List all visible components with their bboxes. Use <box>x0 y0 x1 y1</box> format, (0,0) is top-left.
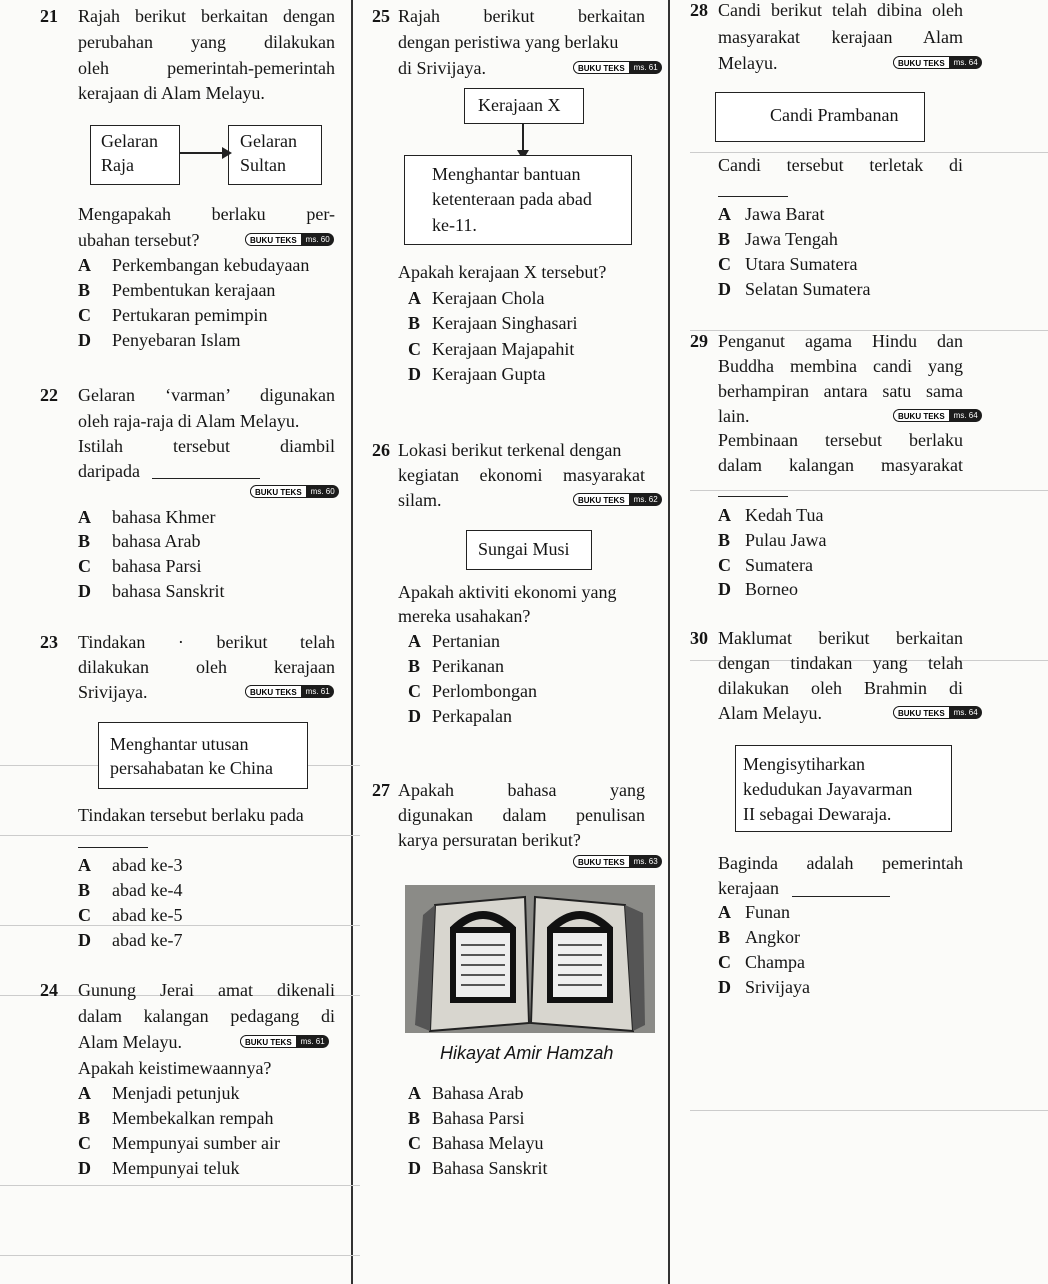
question-text: mereka usahakan? <box>398 606 531 626</box>
option-text[interactable]: Borneo <box>745 579 798 599</box>
option-letter[interactable]: D <box>78 930 91 950</box>
question-number: 24 <box>40 980 58 1000</box>
textbook-page-badge <box>240 1035 329 1048</box>
option-text[interactable]: Kerajaan Singhasari <box>432 313 578 333</box>
textbook-page-badge <box>573 61 662 74</box>
monument-box-text: Candi Prambanan <box>770 105 899 125</box>
option-text[interactable]: Pertanian <box>432 631 500 651</box>
option-letter[interactable]: D <box>78 1158 91 1178</box>
textbook-page-badge <box>893 56 982 69</box>
option-letter[interactable]: C <box>78 1133 91 1153</box>
textbook-page-badge <box>893 706 982 719</box>
option-text[interactable]: Mempunyai sumber air <box>112 1133 280 1153</box>
option-letter[interactable]: C <box>718 254 731 274</box>
option-letter[interactable]: D <box>408 706 421 726</box>
bleed-through-line <box>690 490 1048 491</box>
question-stem: daripada <box>78 461 140 481</box>
question-stem: dalam kalangan pedagang di <box>78 1006 335 1026</box>
question-text: Pembinaan tersebut berlaku <box>718 430 963 450</box>
bleed-through-line <box>0 835 360 836</box>
question-stem: masyarakat kerajaan Alam <box>718 27 963 47</box>
question-number: 23 <box>40 632 58 652</box>
option-text[interactable]: Bahasa Arab <box>432 1083 524 1103</box>
option-letter[interactable]: B <box>78 1108 91 1128</box>
option-letter[interactable]: B <box>78 531 91 551</box>
option-letter[interactable]: C <box>78 905 91 925</box>
question-stem: kegiatan ekonomi masyarakat <box>398 465 645 485</box>
info-box-text: persahabatan ke China <box>110 758 273 778</box>
arrow-icon <box>180 152 224 154</box>
badge-page: ms. 60 <box>310 487 335 496</box>
arrow-icon <box>522 124 524 152</box>
question-stem: Apakah bahasa yang <box>398 780 645 800</box>
option-text[interactable]: Kerajaan Chola <box>432 288 545 308</box>
question-text: Tindakan tersebut berlaku pada <box>78 805 304 825</box>
question-stem: Gunung Jerai amat dikenali <box>78 980 335 1000</box>
arrow-head-icon <box>222 147 232 159</box>
badge-label: BUKU TEKS <box>245 685 302 698</box>
question-stem: Candi berikut telah dibina oleh <box>718 0 963 20</box>
question-text: Apakah aktiviti ekonomi yang <box>398 582 617 602</box>
bleed-through-line <box>0 1185 360 1186</box>
question-text: ubahan tersebut? <box>78 230 200 250</box>
badge-page: ms. 60 <box>305 235 330 244</box>
option-letter[interactable]: A <box>408 631 421 651</box>
question-stem: lain. <box>718 406 750 426</box>
question-number: 21 <box>40 6 58 26</box>
option-text[interactable]: Pulau Jawa <box>745 530 827 550</box>
info-box-text: Menghantar utusan <box>110 734 249 754</box>
badge-page: ms. 61 <box>300 1037 325 1046</box>
badge-page: ms. 63 <box>633 857 658 866</box>
option-text[interactable]: Pembentukan kerajaan <box>112 280 276 300</box>
textbook-page-badge <box>893 409 982 422</box>
option-text[interactable]: Bahasa Sanskrit <box>432 1158 548 1178</box>
badge-page: ms. 64 <box>953 411 978 420</box>
question-number: 22 <box>40 385 58 405</box>
option-text[interactable]: Selatan Sumatera <box>745 279 871 299</box>
option-letter[interactable]: A <box>718 204 731 224</box>
option-letter[interactable]: B <box>78 280 91 300</box>
option-letter[interactable]: C <box>718 555 731 575</box>
badge-page: ms. 61 <box>305 687 330 696</box>
question-stem: Rajah berikut berkaitan <box>398 6 645 26</box>
option-letter[interactable]: D <box>78 581 91 601</box>
badge-page: ms. 64 <box>953 708 978 717</box>
option-letter[interactable]: D <box>408 1158 421 1178</box>
option-text[interactable]: Perkapalan <box>432 706 512 726</box>
question-stem: Tindakan · berikut telah <box>78 632 335 652</box>
answer-blank <box>718 196 788 197</box>
option-letter[interactable]: A <box>78 855 91 875</box>
bleed-through-line <box>0 1255 360 1256</box>
option-text[interactable]: Membekalkan rempah <box>112 1108 274 1128</box>
option-letter[interactable]: C <box>408 339 421 359</box>
option-text[interactable]: Mempunyai teluk <box>112 1158 240 1178</box>
question-stem: Maklumat berikut berkaitan <box>718 628 963 648</box>
question-number: 30 <box>690 628 708 648</box>
question-number: 28 <box>690 0 708 20</box>
question-stem: oleh raja-raja di Alam Melayu. <box>78 411 300 431</box>
option-text[interactable]: Srivijaya <box>745 977 810 997</box>
diagram-box-text: Gelaran <box>101 131 158 151</box>
option-letter[interactable]: B <box>408 656 421 676</box>
option-letter[interactable]: D <box>718 977 731 997</box>
option-text[interactable]: Perkembangan kebudayaan <box>112 255 310 275</box>
diagram-box-text: ke-11. <box>432 215 477 235</box>
badge-page: ms. 61 <box>633 63 658 72</box>
question-stem: Istilah tersebut diambil <box>78 436 335 456</box>
badge-label: BUKU TEKS <box>573 493 630 506</box>
question-text: Baginda adalah pemerintah <box>718 853 963 873</box>
option-text[interactable]: Kerajaan Gupta <box>432 364 546 384</box>
question-stem: dengan peristiwa yang berlaku <box>398 32 619 52</box>
option-letter[interactable]: C <box>718 952 731 972</box>
option-letter[interactable]: A <box>718 505 731 525</box>
question-stem: silam. <box>398 490 442 510</box>
option-text[interactable]: abad ke-5 <box>112 905 183 925</box>
option-letter[interactable]: A <box>78 507 91 527</box>
option-letter[interactable]: A <box>408 288 421 308</box>
option-letter[interactable]: B <box>718 229 731 249</box>
question-text: Candi tersebut terletak di <box>718 155 963 175</box>
badge-page: ms. 62 <box>633 495 658 504</box>
option-letter[interactable]: A <box>78 255 91 275</box>
question-stem: Rajah berikut berkaitan dengan <box>78 6 335 26</box>
textbook-page-badge <box>573 855 662 868</box>
question-stem: Alam Melayu. <box>78 1032 182 1052</box>
column-divider <box>351 0 353 1284</box>
badge-label: BUKU TEKS <box>250 485 307 498</box>
option-letter[interactable]: B <box>718 530 731 550</box>
diagram-box-text: Gelaran <box>240 131 297 151</box>
option-text[interactable]: abad ke-4 <box>112 880 183 900</box>
option-letter[interactable]: D <box>718 279 731 299</box>
diagram-box-text: Menghantar bantuan <box>432 164 581 184</box>
diagram-box-text: Sultan <box>240 155 287 175</box>
badge-label: BUKU TEKS <box>893 409 950 422</box>
question-text: dalam kalangan masyarakat <box>718 455 963 475</box>
textbook-page-badge <box>245 685 334 698</box>
badge-label: BUKU TEKS <box>573 61 630 74</box>
option-text[interactable]: bahasa Khmer <box>112 507 216 527</box>
option-letter[interactable]: D <box>718 579 731 599</box>
option-text[interactable]: Perlombongan <box>432 681 537 701</box>
option-letter[interactable]: A <box>78 1083 91 1103</box>
question-stem: oleh pemerintah-pemerintah <box>78 58 335 78</box>
option-text[interactable]: Kedah Tua <box>745 505 824 525</box>
question-text: Mengapakah berlaku per- <box>78 204 335 224</box>
option-text[interactable]: Utara Sumatera <box>745 254 858 274</box>
option-letter[interactable]: A <box>718 902 731 922</box>
option-text[interactable]: abad ke-7 <box>112 930 183 950</box>
option-text[interactable]: Penyebaran Islam <box>112 330 241 350</box>
badge-label: BUKU TEKS <box>893 706 950 719</box>
question-stem: digunakan dalam penulisan <box>398 805 645 825</box>
option-letter[interactable]: A <box>408 1083 421 1103</box>
option-text[interactable]: Menjadi petunjuk <box>112 1083 240 1103</box>
question-stem: dilakukan oleh Brahmin di <box>718 678 963 698</box>
answer-blank <box>792 896 890 897</box>
answer-blank <box>152 478 260 479</box>
option-text[interactable]: Bahasa Melayu <box>432 1133 544 1153</box>
question-stem: dilakukan oleh kerajaan <box>78 657 335 677</box>
textbook-page-badge <box>245 233 334 246</box>
textbook-page-badge <box>250 485 339 498</box>
question-stem: perubahan yang dilakukan <box>78 32 335 52</box>
question-stem: kerajaan di Alam Melayu. <box>78 83 265 103</box>
info-box-text: Mengisytiharkan <box>743 754 865 774</box>
option-letter[interactable]: B <box>78 880 91 900</box>
badge-label: BUKU TEKS <box>245 233 302 246</box>
option-letter[interactable]: B <box>718 927 731 947</box>
diagram-box-text: Raja <box>101 155 134 175</box>
option-letter[interactable]: D <box>78 330 91 350</box>
answer-blank <box>78 847 148 848</box>
question-stem: Srivijaya. <box>78 682 148 702</box>
option-text[interactable]: bahasa Parsi <box>112 556 202 576</box>
question-stem: Buddha membina candi yang <box>718 356 963 376</box>
answer-blank <box>718 496 788 497</box>
question-stem: Penganut agama Hindu dan <box>718 331 963 351</box>
option-text[interactable]: Funan <box>745 902 790 922</box>
badge-label: BUKU TEKS <box>573 855 630 868</box>
option-letter[interactable]: C <box>408 1133 421 1153</box>
option-letter[interactable]: C <box>408 681 421 701</box>
question-text: Apakah kerajaan X tersebut? <box>398 262 607 282</box>
option-letter[interactable]: D <box>408 364 421 384</box>
option-text[interactable]: Bahasa Parsi <box>432 1108 525 1128</box>
badge-label: BUKU TEKS <box>240 1035 297 1048</box>
option-text[interactable]: Angkor <box>745 927 800 947</box>
bleed-through-line <box>690 1110 1048 1111</box>
manuscript-image <box>405 885 655 1033</box>
question-stem: di Srivijaya. <box>398 58 486 78</box>
question-stem: Gelaran ‘varman’ digunakan <box>78 385 335 405</box>
question-number: 25 <box>372 6 390 26</box>
badge-page: ms. 64 <box>953 58 978 67</box>
column-divider <box>668 0 670 1284</box>
option-letter[interactable]: C <box>78 305 91 325</box>
question-number: 26 <box>372 440 390 460</box>
diagram-box-text: Kerajaan X <box>478 95 561 115</box>
option-text[interactable]: Champa <box>745 952 805 972</box>
option-text[interactable]: Pertukaran pemimpin <box>112 305 268 325</box>
location-box-text: Sungai Musi <box>478 539 570 559</box>
option-text[interactable]: Jawa Tengah <box>745 229 838 249</box>
option-letter[interactable]: B <box>408 313 421 333</box>
option-text[interactable]: Sumatera <box>745 555 813 575</box>
option-text[interactable]: Kerajaan Majapahit <box>432 339 575 359</box>
question-number: 29 <box>690 331 708 351</box>
question-stem: Lokasi berikut terkenal dengan <box>398 440 622 460</box>
info-box-text: kedudukan Jayavarman <box>743 779 913 799</box>
option-text[interactable]: Jawa Barat <box>745 204 825 224</box>
image-caption: Hikayat Amir Hamzah <box>440 1043 614 1063</box>
option-text[interactable]: bahasa Sanskrit <box>112 581 225 601</box>
question-stem: Alam Melayu. <box>718 703 822 723</box>
info-box-text: II sebagai Dewaraja. <box>743 804 892 824</box>
badge-label: BUKU TEKS <box>893 56 950 69</box>
question-number: 27 <box>372 780 390 800</box>
option-letter[interactable]: C <box>78 556 91 576</box>
option-text[interactable]: abad ke-3 <box>112 855 183 875</box>
question-stem: berhampiran antara satu sama <box>718 381 963 401</box>
option-text[interactable]: bahasa Arab <box>112 531 201 551</box>
question-stem: Melayu. <box>718 53 778 73</box>
question-text: Apakah keistimewaannya? <box>78 1058 272 1078</box>
question-text: kerajaan <box>718 878 779 898</box>
question-stem: dengan tindakan yang telah <box>718 653 963 673</box>
option-letter[interactable]: B <box>408 1108 421 1128</box>
question-stem: karya persuratan berikut? <box>398 830 581 850</box>
textbook-page-badge <box>573 493 662 506</box>
diagram-box-text: ketenteraan pada abad <box>432 189 592 209</box>
option-text[interactable]: Perikanan <box>432 656 504 676</box>
